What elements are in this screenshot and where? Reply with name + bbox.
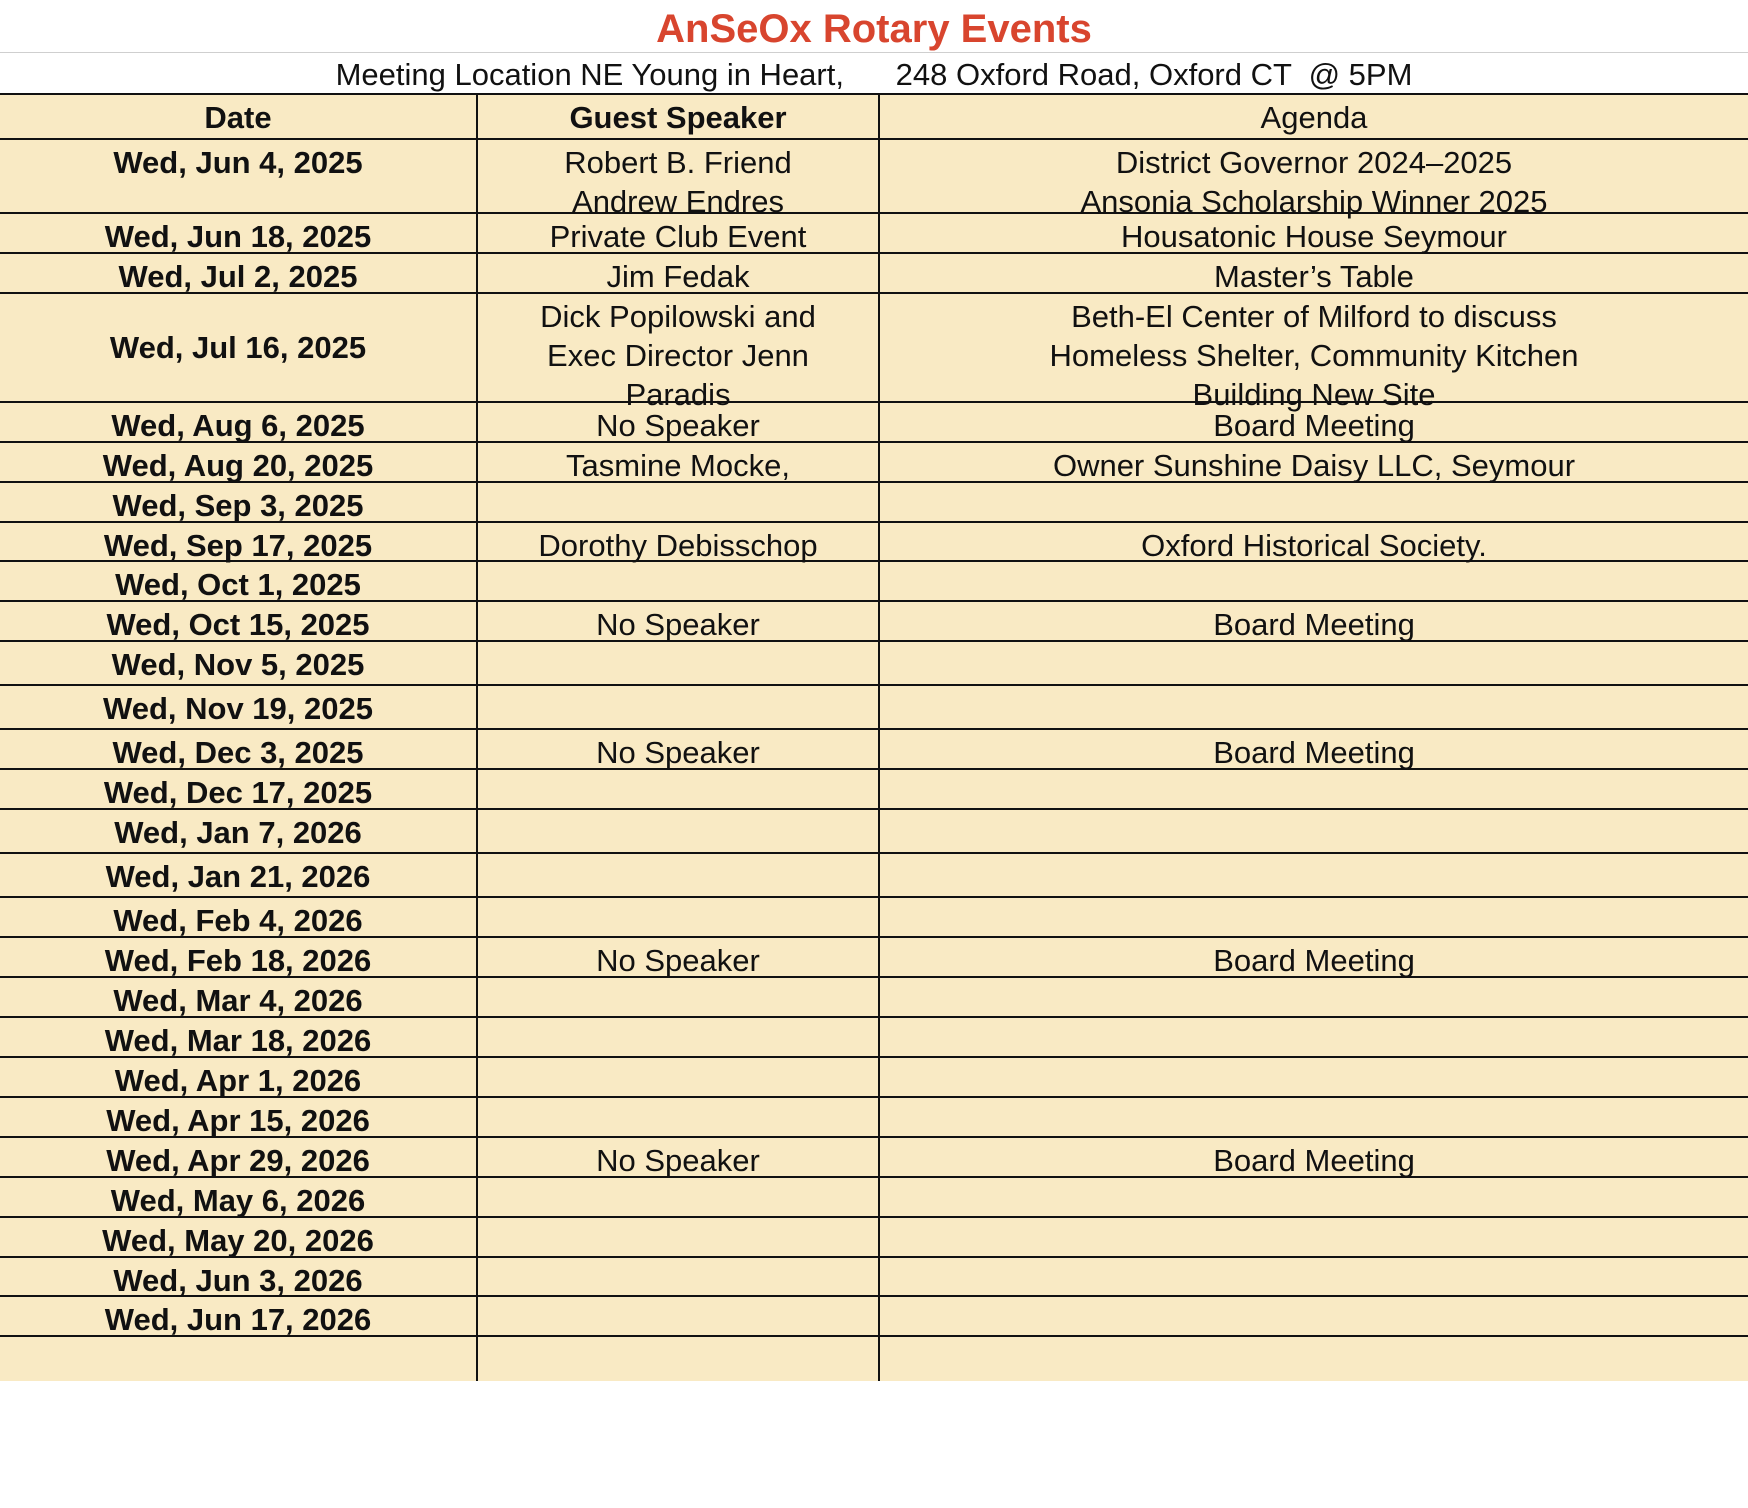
agenda-cell [878, 854, 1748, 898]
agenda-cell: Board Meeting [878, 403, 1748, 443]
speaker-cell: Jim Fedak [476, 254, 878, 294]
speaker-cell: Tasmine Mocke, [476, 443, 878, 483]
agenda-cell [878, 642, 1748, 686]
empty-cell [0, 1337, 476, 1381]
date-cell: Wed, Mar 4, 2026 [0, 978, 476, 1018]
agenda-cell [878, 770, 1748, 810]
speaker-cell: No Speaker [476, 938, 878, 978]
agenda-cell [878, 1258, 1748, 1297]
date-cell: Wed, Jan 21, 2026 [0, 854, 476, 898]
speaker-cell [476, 898, 878, 938]
agenda-cell [878, 1297, 1748, 1337]
speaker-cell [476, 810, 878, 854]
agenda-cell: Oxford Historical Society. [878, 523, 1748, 562]
date-cell: Wed, Nov 5, 2025 [0, 642, 476, 686]
agenda-cell: Board Meeting [878, 602, 1748, 642]
agenda-cell [878, 483, 1748, 523]
agenda-cell: Board Meeting [878, 730, 1748, 770]
date-cell: Wed, Jul 2, 2025 [0, 254, 476, 294]
speaker-cell [476, 1018, 878, 1058]
agenda-cell: Housatonic House Seymour [878, 214, 1748, 254]
date-cell: Wed, Oct 1, 2025 [0, 562, 476, 602]
date-cell: Wed, Apr 29, 2026 [0, 1138, 476, 1178]
events-table [0, 95, 1748, 1381]
date-cell: Wed, Feb 4, 2026 [0, 898, 476, 938]
speaker-cell [476, 1058, 878, 1098]
meeting-location: Meeting Location NE Young in Heart, 248 Oxford Road, Oxford CT @ 5PM [0, 53, 1748, 95]
date-cell: Wed, Apr 1, 2026 [0, 1058, 476, 1098]
agenda-cell: District Governor 2024–2025 Ansonia Scholarship Winner 2025 [878, 140, 1748, 214]
date-cell: Wed, Aug 20, 2025 [0, 443, 476, 483]
agenda-cell: Owner Sunshine Daisy LLC, Seymour [878, 443, 1748, 483]
agenda-cell [878, 1058, 1748, 1098]
date-cell: Wed, Jan 7, 2026 [0, 810, 476, 854]
agenda-cell: Beth-El Center of Milford to discuss Homeless Shelter, Community Kitchen Building New Site [878, 294, 1748, 403]
date-cell: Wed, Aug 6, 2025 [0, 403, 476, 443]
speaker-cell [476, 483, 878, 523]
column-header-agenda: Agenda [878, 95, 1748, 140]
date-cell: Wed, Jun 3, 2026 [0, 1258, 476, 1297]
date-cell: Wed, Dec 3, 2025 [0, 730, 476, 770]
speaker-cell [476, 1218, 878, 1258]
agenda-cell [878, 686, 1748, 730]
agenda-cell [878, 1178, 1748, 1218]
date-cell: Wed, Jun 18, 2025 [0, 214, 476, 254]
date-cell: Wed, May 6, 2026 [0, 1178, 476, 1218]
speaker-cell: No Speaker [476, 730, 878, 770]
date-cell: Wed, Sep 17, 2025 [0, 523, 476, 562]
agenda-cell [878, 562, 1748, 602]
agenda-cell [878, 898, 1748, 938]
speaker-cell: Dorothy Debisschop [476, 523, 878, 562]
date-cell: Wed, Dec 17, 2025 [0, 770, 476, 810]
speaker-cell [476, 770, 878, 810]
speaker-cell: Private Club Event [476, 214, 878, 254]
empty-cell [878, 1337, 1748, 1381]
speaker-cell: No Speaker [476, 1138, 878, 1178]
column-header-date: Date [0, 95, 476, 140]
speaker-cell [476, 854, 878, 898]
agenda-cell: Board Meeting [878, 1138, 1748, 1178]
speaker-cell [476, 1178, 878, 1218]
date-cell: Wed, Mar 18, 2026 [0, 1018, 476, 1058]
speaker-cell: Robert B. Friend Andrew Endres [476, 140, 878, 214]
speaker-cell: No Speaker [476, 403, 878, 443]
speaker-cell [476, 1098, 878, 1138]
speaker-cell [476, 642, 878, 686]
date-cell: Wed, Jul 16, 2025 [0, 294, 476, 403]
agenda-cell [878, 1098, 1748, 1138]
speaker-cell [476, 562, 878, 602]
date-cell: Wed, Apr 15, 2026 [0, 1098, 476, 1138]
speaker-cell: No Speaker [476, 602, 878, 642]
date-cell: Wed, Nov 19, 2025 [0, 686, 476, 730]
agenda-cell [878, 1218, 1748, 1258]
speaker-cell [476, 978, 878, 1018]
empty-cell [476, 1337, 878, 1381]
date-cell: Wed, May 20, 2026 [0, 1218, 476, 1258]
date-cell: Wed, Sep 3, 2025 [0, 483, 476, 523]
speaker-cell: Dick Popilowski and Exec Director Jenn Paradis [476, 294, 878, 403]
agenda-cell [878, 810, 1748, 854]
agenda-cell: Board Meeting [878, 938, 1748, 978]
speaker-cell [476, 1258, 878, 1297]
agenda-cell [878, 1018, 1748, 1058]
page-title: AnSeOx Rotary Events [0, 0, 1748, 53]
date-cell: Wed, Jun 4, 2025 [0, 140, 476, 214]
date-cell: Wed, Jun 17, 2026 [0, 1297, 476, 1337]
date-cell: Wed, Feb 18, 2026 [0, 938, 476, 978]
speaker-cell [476, 1297, 878, 1337]
column-header-guest-speaker: Guest Speaker [476, 95, 878, 140]
agenda-cell [878, 978, 1748, 1018]
speaker-cell [476, 686, 878, 730]
agenda-cell: Master’s Table [878, 254, 1748, 294]
date-cell: Wed, Oct 15, 2025 [0, 602, 476, 642]
